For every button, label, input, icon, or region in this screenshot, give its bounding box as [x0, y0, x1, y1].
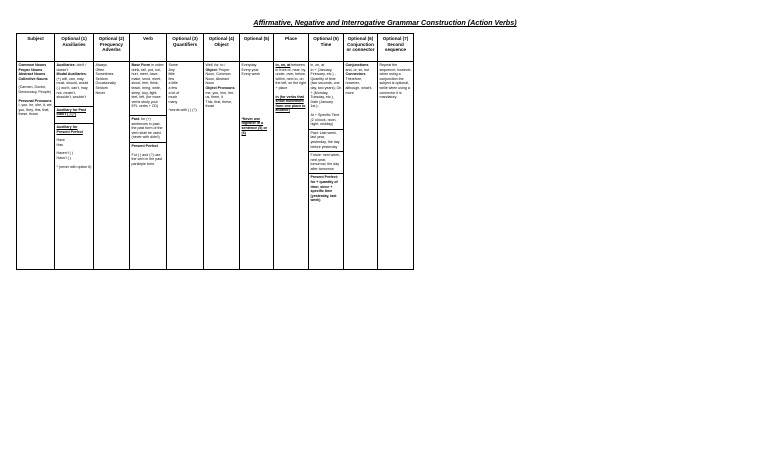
subject-pronouns: I, you, he, she, it, we, you, they, this, that, these, those — [18, 103, 53, 117]
cell-time — [309, 62, 344, 270]
header-place: Place — [274, 34, 309, 62]
document-title: Affirmative, Negative and Interrogative Grammar Construction (Action Verbs) — [253, 18, 517, 27]
conj-list: and, or, so, but — [345, 67, 370, 72]
aux-perfect-note: * (never with option 6) — [56, 164, 92, 169]
time-line: In + (January, February, etc.) - Quantity of time (two seconds, one day, two years); On + (Monday, Tuesday, etc.), Date (January 1st.); — [310, 67, 342, 109]
header-time: Optional (5) Time — [309, 34, 344, 62]
cell-subject — [17, 62, 55, 270]
aux-perfect-head: Auxiliary for Present Perfect — [56, 124, 83, 134]
verb-past-head: Past — [131, 116, 140, 121]
header-verb: Verb — [130, 34, 167, 62]
cell-place — [274, 62, 309, 270]
quantifier-item: few — [168, 76, 175, 81]
quantifier-item: a little — [168, 81, 178, 86]
subject-line: Collective Nouns — [18, 76, 48, 81]
object-line: Well, for, to / — [205, 63, 226, 67]
object-head: Object — [205, 67, 217, 72]
subject-line: Proper Nouns — [18, 67, 43, 72]
header-frequency-adverbs: Optional (2) Frequency Adverbs — [94, 34, 130, 62]
place-note: in (for verbs that show movement from one place to another) — [275, 94, 306, 113]
subject-examples: (Carmen, Doctor, Democracy, People) — [18, 85, 51, 94]
object-pronouns-head: Object Pronouns — [205, 85, 235, 90]
aux-head: Auxiliaries — [56, 63, 75, 67]
subject-line: Common Nouns — [18, 63, 47, 67]
header-row — [17, 34, 414, 62]
connector-head: Connectors — [345, 72, 366, 77]
aux-past-text: didn't ( ) (?) — [56, 112, 77, 117]
modal-text: : (+) will, can, may, must, should, would — [56, 72, 89, 86]
modal-negatives: (-) won't, can't, may not, mustn't, shouldn't, wouldn't — [56, 85, 88, 100]
header-second-sequence: Optional (7) Second sequence — [378, 34, 414, 62]
quantifier-item: Any — [168, 67, 175, 72]
time-future: Future: next week, next year, tomorrow, the day after tomorrow — [310, 153, 341, 171]
cell-frequency-adverbs — [94, 62, 130, 270]
quantifier-note: *words with ( ) (?) — [168, 108, 197, 113]
opt5-item: Every week — [241, 72, 261, 77]
aux-perfect-line: Haven't ( ) — [56, 151, 73, 156]
subject-pronouns-head: Personal Pronouns — [18, 98, 52, 103]
content-row — [17, 62, 414, 270]
verb-perfect-text: For ( ) and (?) use the verb in the past participle form. — [131, 152, 163, 166]
cell-auxiliaries — [55, 62, 94, 270]
adverb-item: Occasionally — [95, 81, 116, 86]
time-perfect: Present Perfect: for + quantity of time; since + specific time (yesterday, last week) — [310, 175, 339, 203]
second-sequence-text: Repeat the sequence; however, when using a conjunction the subject is optional, while when using a connector it is mandatory. — [379, 63, 412, 100]
header-object: Optional (4) Object — [204, 34, 240, 62]
adverb-item: Sometimes — [95, 72, 114, 77]
adverb-item: Seldom — [95, 76, 108, 81]
cell-verb — [130, 62, 167, 270]
aux-perfect-line: Has — [56, 142, 63, 147]
time-line: in, on, at — [310, 63, 325, 67]
opt5-item: Everyday — [241, 63, 257, 67]
cell-conjunction — [344, 62, 378, 270]
aux-past-head: Auxiliary for Past — [56, 107, 87, 112]
adverb-item: Seldom — [95, 85, 108, 90]
quantifier-item: much — [168, 95, 178, 100]
object-text: : Proper Noun, Common Noun, Abstract Noun — [205, 67, 231, 86]
time-past: Past: Last week, last year, yesterday, the day before yesterday — [310, 130, 340, 149]
quantifier-item: little — [168, 72, 175, 77]
grammar-table — [16, 33, 414, 270]
quantifier-item: many — [168, 99, 178, 104]
connector-list: Therefore, however, although, what's more — [345, 76, 372, 95]
cell-quantifiers — [167, 62, 204, 270]
modal-head: Modal Auxiliaries — [56, 72, 86, 77]
adverb-item: Often — [95, 67, 105, 72]
quantifier-item: Some — [168, 63, 178, 67]
header-auxiliaries: Optional (1) Auxiliaries — [55, 34, 94, 62]
verb-base-head: Base Form — [131, 63, 151, 67]
header-optional-5: Optional (5) — [240, 34, 274, 62]
verb-past-text: : for (+) sentences in past, the past form of the verb shall be used. (never with didn't) — [131, 116, 163, 140]
verb-base-text: in order: drink, fall, put, cut, hurt, meet, have, make, send, meet, shoot, feel, think, teach, bring, write, sleep, buy, fight, feel, left. (for more verbs study your EFL verbs + CD) — [131, 63, 165, 109]
place-text: between, in front of, near, by, under, over, below, within, next to, on the left, on the right + place — [275, 63, 307, 90]
adverb-item: Always — [95, 63, 107, 67]
header-subject: Subject — [17, 34, 55, 62]
aux-perfect-line: Have — [56, 138, 65, 143]
cell-second-sequence — [378, 62, 414, 270]
opt5-note: *Never use together in a sentence (5) or (6) — [241, 116, 268, 135]
place-head: in, on, at — [275, 63, 291, 67]
cell-object — [204, 62, 240, 270]
subject-line: Abstract Nouns — [18, 72, 46, 77]
quantifier-item: a lot of — [168, 90, 180, 95]
quantifier-item: a few — [168, 85, 178, 90]
time-line: At + Specific Time (2 o'clock, noon, night, midday) — [310, 112, 340, 127]
verb-perfect-head: Present Perfect — [131, 143, 158, 148]
aux-perfect-line: Hasn't ( ) — [56, 155, 71, 160]
cell-optional-5 — [240, 62, 274, 270]
conj-head: Conjunctions — [345, 63, 369, 67]
opt5-item: Every year — [241, 67, 259, 72]
header-quantifiers: Optional (3) Quantifiers — [167, 34, 204, 62]
aux-text: : don't / doesn't — [56, 63, 87, 72]
adverb-item: Never — [95, 90, 106, 95]
header-conjunction: Optional (6) Conjunction or connector — [344, 34, 378, 62]
object-demonstratives: This, that, these, those — [205, 99, 233, 109]
object-pronouns-text: : me, you, him, her, us, them, it — [205, 85, 236, 100]
